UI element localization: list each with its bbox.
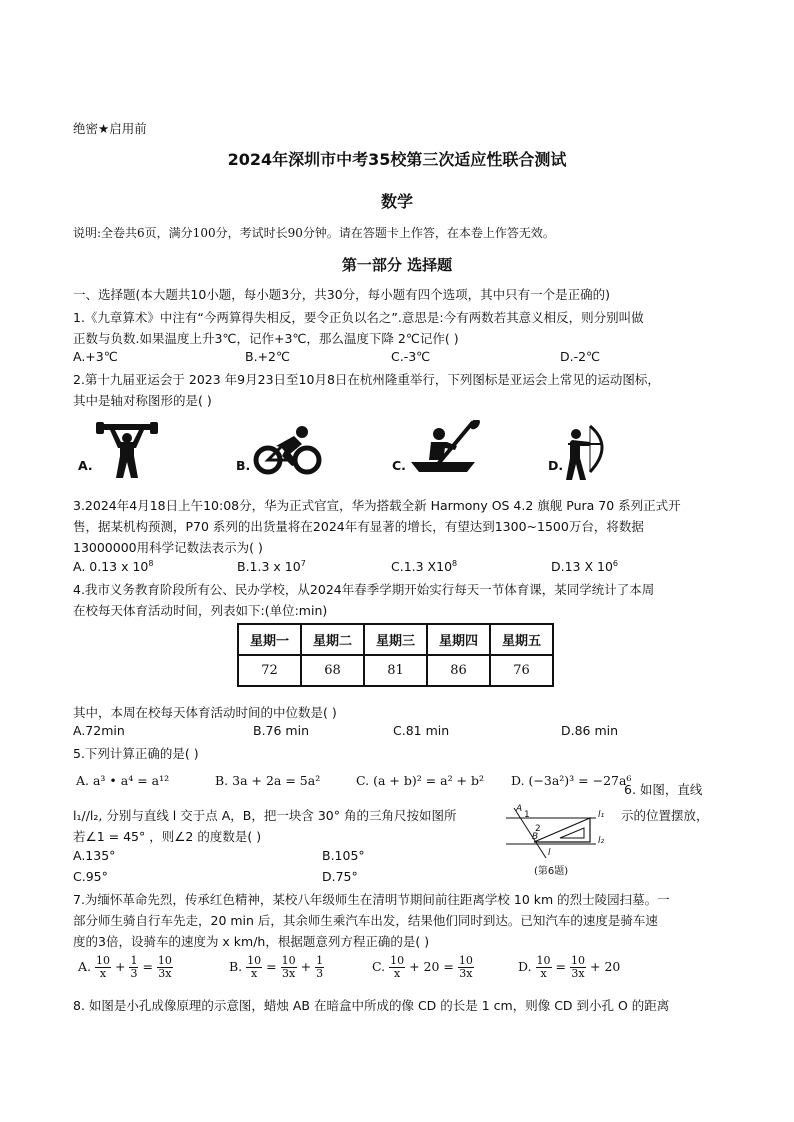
confidential-mark: 绝密★启用前 [73, 121, 147, 136]
q6-line2: l₁//l₂, 分别与直线 l 交于点 A，B，把一块含 30° 角的三角尺按如图所 [73, 808, 457, 823]
part-title: 第一部分 选择题 [341, 256, 453, 274]
q4-option-c: C.81 min [393, 723, 450, 738]
exam-title: 2024年深圳市中考35校第三次适应性联合测试 [227, 150, 567, 169]
q7-line3: 度的3倍，设骑车的速度为 x km/h，根据题意列方程正确的是( ) [73, 934, 430, 949]
figure-label-angle2: 2 [535, 824, 541, 834]
q3-line1: 3.2024年4月18日上午10:08分，华为正式官宣，华为搭载全新 Harmony OS 4.2 旗舰 Pura 70 系列正式开 [73, 498, 681, 513]
q8-line1: 8. 如图是小孔成像原理的示意图，蜡烛 AB 在暗盒中所成的像 CD 的长是 1 cm，则像 CD 到小孔 O 的距离 [73, 998, 670, 1013]
q7-option-b: B. $\frac{10}{x}$ = $\frac{10}{3x}$ + $\frac{1}{3}$ [229, 954, 324, 980]
table-cell: 68 [301, 655, 364, 686]
q2-option-b: B. [236, 458, 251, 473]
q3-option-b: B.1.3 x $10^7$ [237, 559, 306, 575]
q2-option-c: C. [392, 458, 406, 473]
q5-option-b: B. 3a + 2a = 5a² [215, 773, 321, 788]
q1-option-b: B.+2℃ [245, 349, 291, 364]
q2-option-d: D. [548, 458, 564, 473]
table-row [238, 655, 553, 686]
q6-option-b: B.105° [322, 848, 365, 863]
q1-option-c: C.-3℃ [391, 349, 431, 364]
q3-option-a: A. 0.13 x $10^8$ [73, 559, 154, 575]
q4-line1: 4.我市义务教育阶段所有公、民办学校，从2024年春季学期开始实行每天一节体育课，某同学统计了本周 [73, 582, 655, 597]
q7-option-c: C. $\frac{10}{x}$ + 20 = $\frac{10}{3x}$ [372, 954, 473, 980]
figure-label-a: A [516, 804, 523, 814]
table-header-cell: 星期二 [301, 624, 364, 655]
figure-label-angle1: 1 [524, 810, 530, 820]
q2-option-a: A. [78, 458, 93, 473]
q4-option-a: A.72min [73, 723, 125, 738]
q6-figure [502, 806, 614, 878]
table-header-cell: 星期三 [364, 624, 427, 655]
figure-caption: (第6题) [534, 866, 569, 877]
section-intro: 一、选择题(本大题共10小题，每小题3分，共30分，每小题有四个选项，其中只有一个是正确的) [73, 287, 611, 302]
table-cell: 81 [364, 655, 427, 686]
q6-option-c: C.95° [73, 869, 108, 884]
subject-title: 数学 [380, 192, 413, 211]
q1-line2: 正数与负数.如果温度上升3℃，记作+3℃，那么温度下降 2℃记作( ) [73, 331, 459, 346]
q7-line1: 7.为缅怀革命先烈，传承红色精神，某校八年级师生在清明节期间前往距离学校 10 km 的烈士陵园扫墓。一 [73, 892, 670, 907]
q6-line3: 若∠1 = 45° ，则∠2 的度数是( ) [73, 829, 262, 844]
q1-option-d: D.-2℃ [560, 349, 601, 364]
q6-line2-tail: 示的位置摆放， [621, 808, 709, 823]
table-header-cell: 星期一 [238, 624, 301, 655]
q3-option-c: C.1.3 $X10^8$ [391, 559, 458, 575]
archery-icon [562, 424, 612, 480]
q5-option-c: C. (a + b)² = a² + b² [356, 773, 485, 788]
q4-line2: 在校每天体育活动时间，列表如下:(单位:min) [73, 603, 328, 618]
q5-option-a: A. a³ • a⁴ = a¹² [76, 773, 170, 788]
q2-line2: 其中是轴对称图形的是( ) [73, 393, 212, 408]
q5-option-d: D. (−3a²)³ = −27a⁶ [511, 773, 632, 788]
q4-option-b: B.76 min [253, 723, 309, 738]
activity-time-table [237, 623, 554, 687]
table-header-row [238, 624, 553, 655]
q4-option-d: D.86 min [561, 723, 619, 738]
q1-line1: 1.《九章算术》中注有“今两算得失相反，要令正负以名之”.意思是:今有两数若其意义相反，则分别叫做 [73, 310, 644, 325]
q7-line2: 部分师生骑自行车先走，20 min 后，其余师生乘汽车出发，结果他们同时到达。已知汽车的速度是骑车速 [73, 913, 658, 928]
weightlifting-icon [96, 422, 158, 478]
figure-label-b: B [532, 832, 539, 842]
q6-option-d: D.75° [322, 869, 358, 884]
table-header-cell: 星期四 [427, 624, 490, 655]
q2-line1: 2.第十九届亚运会于 2023 年9月23日至10月8日在杭州隆重举行，下列图标是亚运会上常见的运动图标， [73, 372, 660, 387]
q5-stem: 5.下列计算正确的是( ) [73, 746, 199, 761]
table-cell: 72 [238, 655, 301, 686]
instructions: 说明:全卷共6页，满分100分，考试时长90分钟。请在答题卡上作答，在本卷上作答无效。 [73, 226, 555, 240]
q7-option-d: D. $\frac{10}{x}$ = $\frac{10}{3x}$ + 20 [518, 954, 621, 980]
table-cell: 76 [490, 655, 553, 686]
q3-line3: 13000000用科学记数法表示为( ) [73, 540, 263, 555]
q6-option-a: A.135° [73, 848, 116, 863]
q3-option-d: D.13 X $10^6$ [551, 559, 619, 575]
table-header-cell: 星期五 [490, 624, 553, 655]
figure-label-l1: l₁ [598, 810, 605, 820]
q4-line3: 其中，本周在校每天体育活动时间的中位数是( ) [73, 705, 337, 720]
canoe-icon [409, 420, 481, 478]
figure-label-l: l [548, 848, 551, 858]
q3-line2: 售，据某机构预测，P70 系列的出货量将在2024年有显著的增长，有望达到1300~1500万台，将数据 [73, 519, 644, 534]
cycling-icon [252, 424, 324, 476]
figure-label-l2: l₂ [598, 836, 605, 846]
table-cell: 86 [427, 655, 490, 686]
q1-option-a: A.+3℃ [73, 349, 118, 364]
q6-stem-start: 6. 如图，直线 [624, 782, 703, 797]
q7-option-a: A. $\frac{10}{x}$ + $\frac{1}{3}$ = $\frac{10}{3x}$ [78, 954, 172, 980]
